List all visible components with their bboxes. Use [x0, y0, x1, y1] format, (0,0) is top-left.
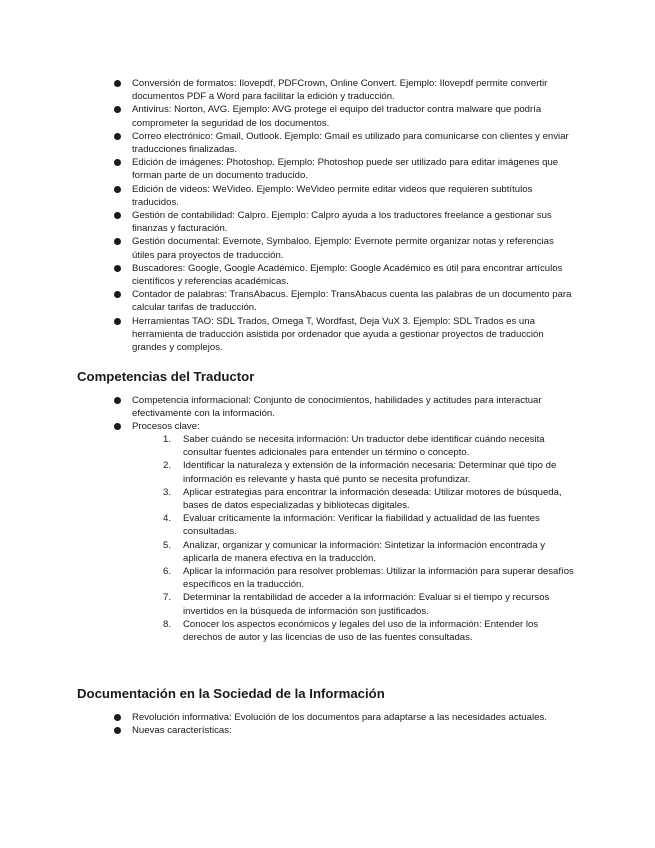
- item-text: Determinar la rentabilidad de acceder a la información: Evaluar si el tiempo y recursos invertidos en la búsqueda de información son justificados.: [183, 592, 550, 617]
- item-text: Aplicar la información para resolver problemas: Utilizar la información para superar desafíos específicos en la traducción.: [183, 566, 574, 591]
- list-item: Competencia informacional: Conjunto de conocimientos, habilidades y actitudes para interactuar efectivamente con la información.: [0, 394, 655, 420]
- list-item: Gestión de contabilidad: Calpro. Ejemplo: Calpro ayuda a los traductores freelance a gestionar sus finanzas y facturación.: [0, 209, 655, 235]
- item-number: 1.: [163, 434, 172, 445]
- numbered-item: [0, 459, 655, 485]
- numbered-item: [0, 486, 655, 512]
- numbered-item: [0, 618, 655, 644]
- item-number: 4.: [163, 513, 172, 525]
- list-item: Correo electrónico: Gmail, Outlook. Ejemplo: Gmail es utilizado para comunicarse con clientes y enviar traducciones finalizadas.: [0, 130, 655, 156]
- list-item: Nuevas características:: [0, 724, 655, 737]
- item-text: Saber cuándo se necesita información: Un traductor debe identificar cuándo necesita consultar fuentes adicionales para entender un término o concepto.: [183, 434, 545, 459]
- numbered-item: [0, 591, 655, 617]
- item-number: 8.: [163, 618, 172, 630]
- item-number: 3.: [163, 486, 172, 498]
- item-number: 7.: [163, 592, 172, 604]
- numbered-item: [0, 433, 655, 459]
- list-item: Herramientas TAO: SDL Trados, Omega T, Wordfast, Deja VuX 3. Ejemplo: SDL Trados es una herramienta de traducción asistida por ordenador que ayuda a gestionar proyectos de traducción grandes y complejos.: [0, 315, 655, 355]
- numbered-item: [0, 565, 655, 591]
- numbered-item: [0, 512, 655, 538]
- tools-bullet-list: [0, 77, 655, 354]
- list-item: Conversión de formatos: Ilovepdf, PDFCrown, Online Convert. Ejemplo: Ilovepdf permite convertir documentos PDF a Word para facilitar la edición y traducción.: [0, 77, 655, 103]
- documentacion-bullet-list: [0, 711, 655, 737]
- item-number: 5.: [163, 539, 172, 551]
- list-item: Antivirus: Norton, AVG. Ejemplo: AVG protege el equipo del traductor contra malware que podría comprometer la seguridad de los documentos.: [0, 103, 655, 129]
- numbered-item: [0, 539, 655, 565]
- procesos-numbered-list: [0, 433, 655, 644]
- item-text: Evaluar críticamente la información: Verificar la fiabilidad y actualidad de las fuentes consultadas.: [183, 513, 540, 538]
- item-text: Analizar, organizar y comunicar la información: Sintetizar la información encontrada y aplicarla de manera efectiva en la traducción.: [183, 539, 546, 564]
- list-item: Edición de imágenes: Photoshop. Ejemplo: Photoshop puede ser utilizado para editar imágenes que forman parte de un documento traducido.: [0, 156, 655, 182]
- procesos-label: Procesos clave:: [132, 421, 200, 433]
- list-item: Edición de videos: WeVideo. Ejemplo: WeVideo permite editar videos que requieren subtítulos traducidos.: [0, 183, 655, 209]
- list-item: Gestión documental: Evernote, Symbaloo. Ejemplo: Evernote permite organizar notas y referencias útiles para proyectos de traducción.: [0, 235, 655, 261]
- list-item-procesos: [0, 420, 655, 433]
- item-number: 6.: [163, 566, 172, 578]
- item-number: 2.: [163, 460, 172, 472]
- item-text: Aplicar estrategias para encontrar la información deseada: Utilizar motores de búsqueda, bases de datos especializadas y bibliotecas digitales.: [183, 486, 562, 512]
- competencias-bullet-list: [0, 394, 655, 434]
- list-item: Buscadores: Google, Google Académico. Ejemplo: Google Académico es útil para encontrar artículos científicos y referencias académicas.: [0, 262, 655, 288]
- list-item: Revolución informativa: Evolución de los documentos para adaptarse a las necesidades actuales.: [0, 711, 655, 724]
- section-heading-documentacion: Documentación en la Sociedad de la Información: [77, 686, 385, 701]
- list-item: Contador de palabras: TransAbacus. Ejemplo: TransAbacus cuenta las palabras de un documento para calcular tarifas de traducción.: [0, 288, 655, 314]
- section-heading-competencias: Competencias del Traductor: [77, 369, 255, 384]
- item-text: Conocer los aspectos económicos y legales del uso de la información: Entender los derechos de autor y las licencias de uso de las fuentes consultadas.: [183, 618, 539, 644]
- item-text: Identificar la naturaleza y extensión de la información necesaria: Determinar qué tipo de información es relevante y hasta qué punto se necesita profundizar.: [183, 460, 557, 485]
